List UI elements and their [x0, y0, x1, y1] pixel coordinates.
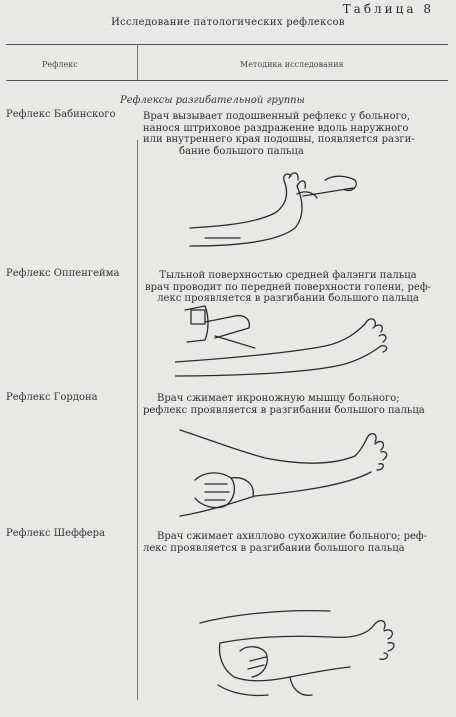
- babinski-foot-illustration: [185, 168, 365, 253]
- desc-line: Врач сжимает ахиллово сухожилие больного; реф-: [157, 531, 428, 542]
- desc-line: нанося штриховое раздражение вдоль наружного: [143, 122, 409, 134]
- group-title: Рефлексы разгибательной группы: [120, 95, 305, 106]
- reflex-desc-babinski: [143, 111, 433, 157]
- page-title: Исследование патологических рефлексов: [111, 17, 345, 28]
- reflex-name-babinski: Рефлекс Бабинского: [6, 109, 116, 120]
- desc-line: Врач вызывает подошвенный рефлекс у больного,: [143, 111, 411, 122]
- column-divider: [137, 140, 138, 700]
- reflex-name-schaeffer: Рефлекс Шеффера: [6, 528, 106, 539]
- reflex-name-oppenheim: Рефлекс Оппенгейма: [6, 268, 120, 279]
- desc-line: или внутреннего края подошвы, появляется разги-: [143, 134, 415, 145]
- desc-line: врач проводит по передней поверхности голени, реф-: [144, 281, 432, 293]
- desc-line: лекс проявляется в разгибании большого пальца: [157, 293, 419, 304]
- header-top-rule: [6, 44, 448, 45]
- reflex-desc-schaeffer: [143, 531, 433, 554]
- desc-line: Врач сжимает икроножную мышцу больного;: [157, 393, 400, 404]
- reflex-desc-gordon: [143, 393, 433, 416]
- column-header-reflex: Рефлекс: [42, 60, 78, 69]
- header-bottom-rule: [6, 80, 448, 81]
- schaeffer-ankle-illustration: [190, 585, 405, 710]
- desc-line: рефлекс проявляется в разгибании большого пальца: [143, 404, 425, 416]
- reflex-name-gordon: Рефлекс Гордона: [6, 392, 98, 403]
- gordon-leg-illustration: [175, 420, 400, 525]
- table-number: Таблица 8: [342, 2, 434, 16]
- reflex-desc-oppenheim: [143, 270, 433, 305]
- desc-line: бание большого пальца: [179, 145, 304, 157]
- desc-line: лекс проявляется в разгибании большого пальца: [143, 542, 405, 554]
- desc-line: Тыльной поверхностью средней фалэнги пальца: [159, 270, 417, 281]
- column-header-method: Методика исследования: [240, 60, 344, 69]
- header-divider: [137, 44, 138, 80]
- oppenheim-leg-illustration: [175, 302, 400, 382]
